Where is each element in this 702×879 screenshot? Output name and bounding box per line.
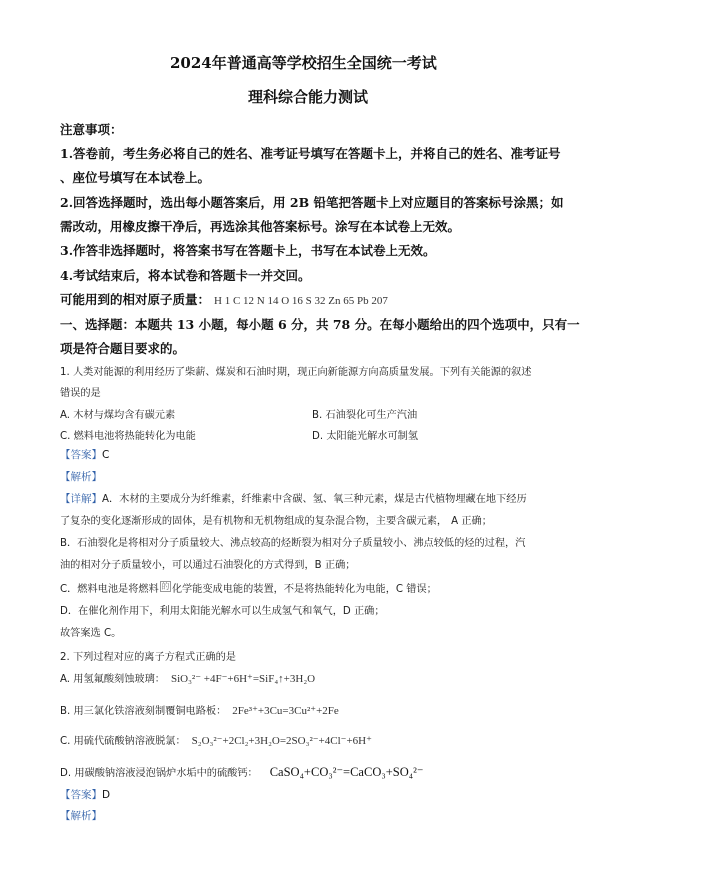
note-3: 3.作答非选择题时，将答案书写在答题卡上，书写在本试卷上无效。 — [60, 243, 436, 258]
q2-answer-value: D — [102, 789, 111, 801]
q1-option-c: C. 燃料电池将热能转化为电能 — [60, 431, 196, 442]
q1-detail-line-6: D．在催化剂作用下，利用太阳能光解水可以生成氢气和氧气，D 正确； — [60, 606, 385, 617]
atomic-mass-values: H 1 C 12 N 14 O 16 S 32 Zn 65 Pb 207 — [214, 295, 388, 307]
q1-detail-line-4: 油的相对分子质量较小，可以通过石油裂化的方式得到，B 正确； — [60, 560, 356, 571]
q1-option-d: D. 太阳能光解水可制氢 — [312, 431, 419, 442]
q1-detail-line-3: B．石油裂化是将相对分子质量较大、沸点较高的烃断裂为相对分子质量较小、沸点较低的烃的过程，汽 — [60, 538, 526, 549]
q1-detail-line-2: 了复杂的变化逐渐形成的固体，是有机物和无机物组成的复杂混合物，主要含碳元素， A 正确； — [60, 516, 492, 527]
q2-analysis-label: 【解析】 — [60, 810, 102, 822]
q2-option-a-equation: SiO₃²⁻ +4F⁻+6H⁺=SiF₄↑+3H₂O — [170, 673, 316, 685]
q1-answer — [60, 447, 109, 462]
q1-stem-line-1: 1. 人类对能源的利用经历了柴薪、煤炭和石油时期，现正向新能源方向高质量发展。下列有关能源的叙述 — [60, 367, 532, 378]
q1-glyph: 的 — [161, 582, 170, 591]
q2-answer — [60, 787, 110, 802]
q1-detail-line-5: C．燃料电池是将燃料 的 化学能变成电能的装置，不是将热能转化为电能，C 错误； — [60, 582, 437, 595]
q1-option-b: B. 石油裂化可生产汽油 — [312, 410, 418, 421]
q2-option-c: C. 用硫代硫酸钠溶液脱氯： S₂O₃²⁻+2Cl₂+3H₂O=2SO₃²⁻+4Cl⁻+6H⁺ — [60, 735, 372, 747]
q2-option-d: D. 用碳酸钠溶液浸泡锅炉水垢中的硫酸钙： CaSO₄+CO₃²⁻=CaCO₃+SO₄²⁻ — [60, 765, 424, 779]
q1-answer-value: C — [102, 449, 110, 461]
note-1-line-1: 1.答卷前，考生务必将自己的姓名、准考证号填写在答题卡上，并将自己的姓名、准考证号 — [60, 146, 561, 161]
q1-answer-label: 【答案】 — [60, 449, 102, 461]
atomic-mass-label: 可能用到的相对原子质量： — [60, 292, 211, 307]
note-2-line-1: 2.回答选择题时，选出每小题答案后，用 2B 铅笔把答题卡上对应题目的答案标号涂黑；如 — [60, 195, 564, 210]
note-2-line-2: 需改动，用橡皮擦干净后，再选涂其他答案标号。涂写在本试卷上无效。 — [60, 219, 461, 234]
note-4: 4.考试结束后，将本试卷和答题卡一并交回。 — [60, 268, 311, 283]
q1-conclusion: 故答案选 C。 — [60, 628, 122, 639]
q1-detail-line-1: 【详解】A．木材的主要成分为纤维素，纤维素中含碳、氢、氧三种元素，煤是古代植物埋藏在地下经历 — [60, 493, 527, 505]
atomic-mass-line — [60, 290, 388, 308]
q2-option-c-equation: S₂O₃²⁻+2Cl₂+3H₂O=2SO₃²⁻+4Cl⁻+6H⁺ — [191, 735, 372, 747]
q1-stem-line-2: 错误的是 — [60, 388, 101, 399]
q2-option-b: B. 用三氯化铁溶液刻制覆铜电路板： 2Fe³⁺+3Cu=3Cu²⁺+2Fe — [60, 705, 339, 717]
exam-title: 2024年普通高等学校招生全国统一考试 — [170, 54, 437, 72]
q2-option-a: A. 用氢氟酸刻蚀玻璃： SiO₃²⁻ +4F⁻+6H⁺=SiF₄↑+3H₂O — [60, 673, 316, 685]
notes-heading: 注意事项： — [60, 122, 123, 137]
q1-analysis-label: 【解析】 — [60, 471, 102, 483]
section-heading-line-1: 一、选择题：本题共 13 小题，每小题 6 分，共 78 分。在每小题给出的四个选项中，只有一 — [60, 317, 580, 332]
q1-detail-label: 【详解】 — [60, 493, 102, 505]
q1-option-a: A. 木材与煤均含有碳元素 — [60, 410, 176, 421]
q2-answer-label: 【答案】 — [60, 789, 102, 801]
q2-stem: 2. 下列过程对应的离子方程式正确的是 — [60, 652, 236, 663]
section-heading-line-2: 项是符合题目要求的。 — [60, 341, 186, 356]
note-1-line-2: 、座位号填写在本试卷上。 — [60, 170, 211, 185]
exam-subtitle: 理科综合能力测试 — [248, 88, 369, 106]
q2-option-d-equation: CaSO₄+CO₃²⁻=CaCO₃+SO₄²⁻ — [269, 765, 424, 779]
q2-option-b-equation: 2Fe³⁺+3Cu=3Cu²⁺+2Fe — [232, 705, 339, 717]
